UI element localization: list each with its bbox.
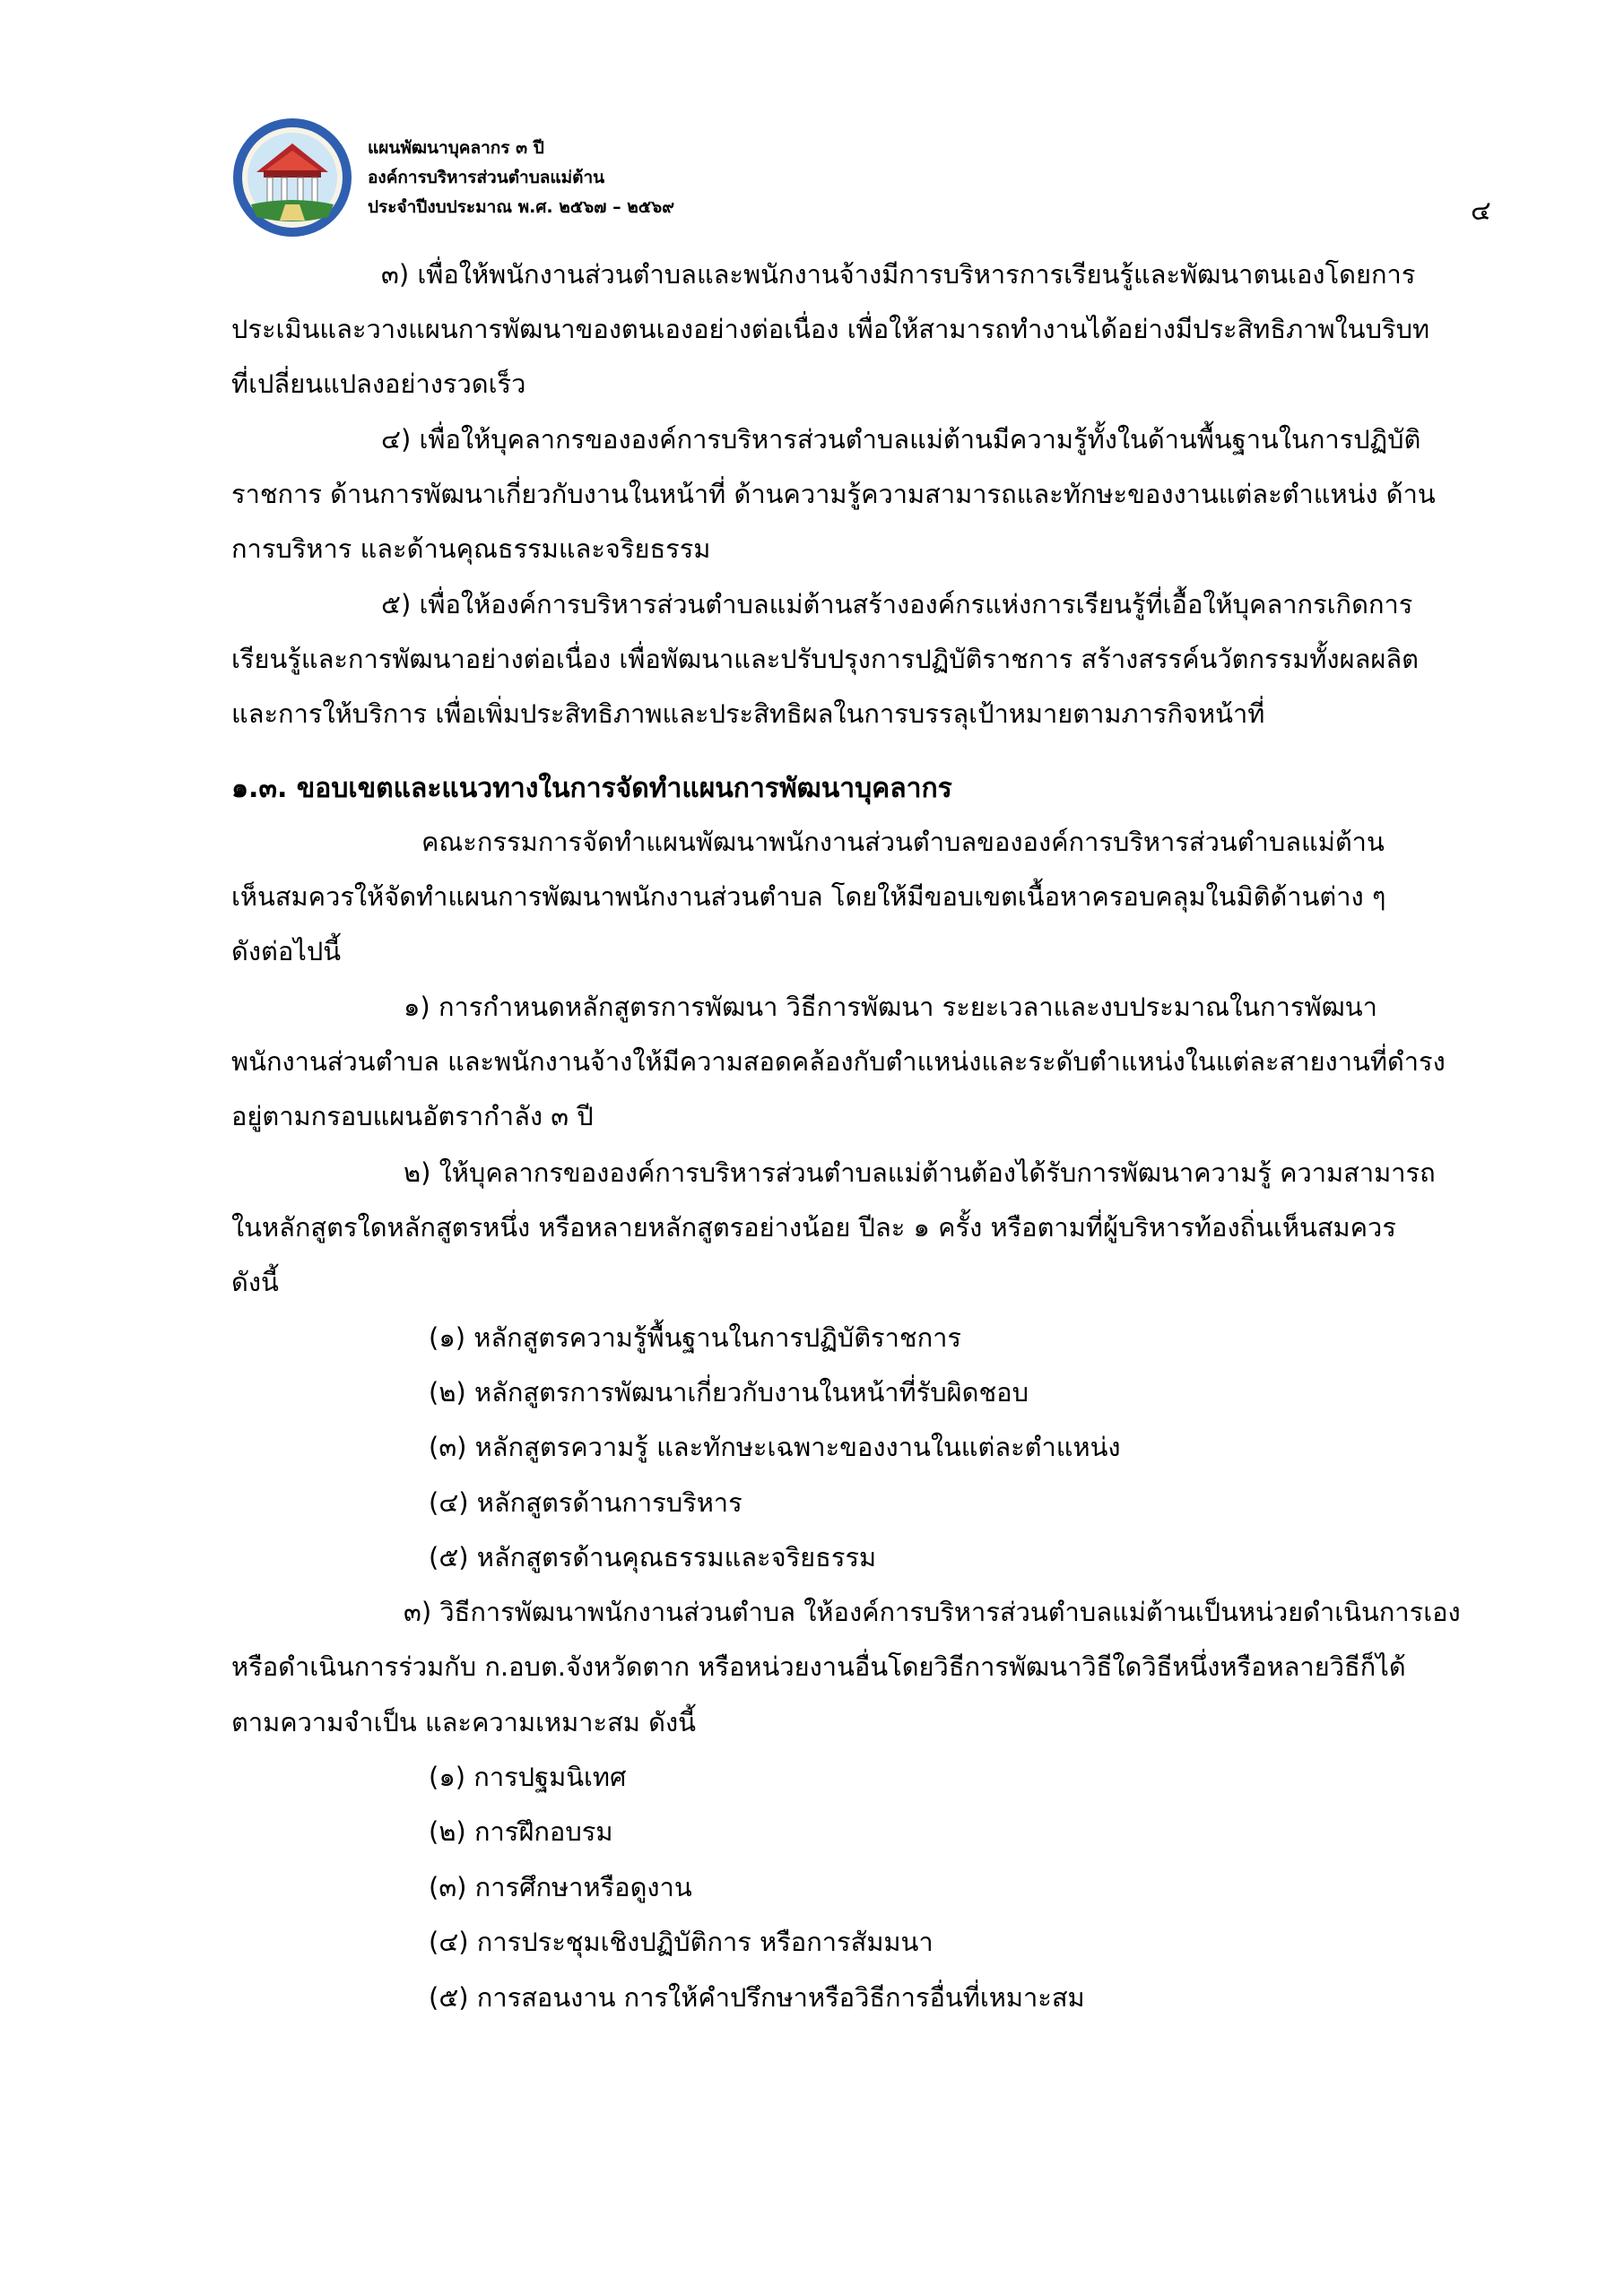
course-item: (๑) หลักสูตรความรู้พื้นฐานในการปฏิบัติราชการ	[429, 1322, 962, 1353]
fiscal-years: ประจำปีงบประมาณ พ.ศ. ๒๕๖๗ – ๒๕๖๙	[368, 197, 675, 217]
seal-logo-icon	[231, 117, 353, 238]
scope-1-line-2: พนักงานส่วนตำบล และพนักงานจ้างให้มีความสอดคล้องกับตำแหน่งและระดับตำแหน่งในแต่ละสายงานที่ดำรง	[231, 1046, 1446, 1077]
scope-2-line-1: ๒) ให้บุคลากรขององค์การบริหารส่วนตำบลแม่ต้านต้องได้รับการพัฒนาความรู้ ความสามารถ	[404, 1157, 1436, 1188]
objective-5-line-2: เรียนรู้และการพัฒนาอย่างต่อเนื่อง เพื่อพัฒนาและปรับปรุงการปฏิบัติราชการ สร้างสรรค์นวัตกรรมทั้งผลผลิต	[231, 644, 1419, 674]
intro-line-3: ดังต่อไปนี้	[231, 936, 342, 966]
intro-line-1: คณะกรรมการจัดทำแผนพัฒนาพนักงานส่วนตำบลขององค์การบริหารส่วนตำบลแม่ต้าน	[421, 827, 1385, 857]
method-item: (๒) การฝึกอบรม	[429, 1816, 613, 1847]
objective-5-line-1: ๕) เพื่อให้องค์การบริหารส่วนตำบลแม่ต้านสร้างองค์กรแห่งการเรียนรู้ที่เอื้อให้บุคลากรเกิดการ	[381, 589, 1413, 619]
objective-3-line-3: ที่เปลี่ยนแปลงอย่างรวดเร็ว	[231, 368, 526, 399]
objective-5-line-3: และการให้บริการ เพื่อเพิ่มประสิทธิภาพและประสิทธิผลในการบรรลุเป้าหมายตามภารกิจหน้าที่	[231, 698, 1265, 729]
section-heading: ๑.๓. ขอบเขตและแนวทางในการจัดทำแผนการพัฒนาบุคลากร	[231, 773, 952, 804]
scope-3-line-1: ๓) วิธีการพัฒนาพนักงานส่วนตำบล ให้องค์การบริหารส่วนตำบลแม่ต้านเป็นหน่วยดำเนินการเอง	[404, 1597, 1461, 1627]
intro-line-2: เห็นสมควรให้จัดทำแผนการพัฒนาพนักงานส่วนตำบล โดยให้มีขอบเขตเนื้อหาครอบคลุมในมิติด้านต่าง ๆ	[231, 881, 1386, 912]
method-item: (๓) การศึกษาหรือดูงาน	[429, 1872, 692, 1902]
page-number: ๔	[1471, 195, 1491, 227]
objective-4-line-1: ๔) เพื่อให้บุคลากรขององค์การบริหารส่วนตำบลแม่ต้านมีความรู้ทั้งในด้านพื้นฐานในการปฏิบัติ	[381, 424, 1421, 455]
course-item: (๒) หลักสูตรการพัฒนาเกี่ยวกับงานในหน้าที่รับผิดชอบ	[429, 1377, 1029, 1408]
method-item: (๑) การปฐมนิเทศ	[429, 1762, 627, 1792]
scope-1-line-1: ๑) การกำหนดหลักสูตรการพัฒนา วิธีการพัฒนา ระยะเวลาและงบประมาณในการพัฒนา	[404, 992, 1377, 1022]
course-item: (๕) หลักสูตรด้านคุณธรรมและจริยธรรม	[429, 1542, 877, 1573]
scope-2-line-2: ในหลักสูตรใดหลักสูตรหนึ่ง หรือหลายหลักสูตรอย่างน้อย ปีละ ๑ ครั้ง หรือตามที่ผู้บริหารท้องถิ่นเห็นสมควร	[231, 1212, 1396, 1243]
method-item: (๕) การสอนงาน การให้คำปรึกษาหรือวิธีการอื่นที่เหมาะสม	[429, 1982, 1085, 2013]
scope-1-line-3: อยู่ตามกรอบแผนอัตรากำลัง ๓ ปี	[231, 1101, 594, 1131]
objective-4-line-2: ราชการ ด้านการพัฒนาเกี่ยวกับงานในหน้าที่ ด้านความรู้ความสามารถและทักษะของงานแต่ละตำแหน่ง ด้าน	[231, 479, 1436, 509]
course-item: (๔) หลักสูตรด้านการบริหาร	[429, 1487, 743, 1518]
scope-3-line-3: ตามความจำเป็น และความเหมาะสม ดังนี้	[231, 1707, 696, 1737]
course-item: (๓) หลักสูตรความรู้ และทักษะเฉพาะของงานในแต่ละตำแหน่ง	[429, 1432, 1121, 1462]
plan-title: แผนพัฒนาบุคลากร ๓ ปี	[368, 138, 544, 158]
scope-3-line-2: หรือดำเนินการร่วมกับ ก.อบต.จังหวัดตาก หรือหน่วยงานอื่นโดยวิธีการพัฒนาวิธีใดวิธีหนึ่งหรือหลายวิธีก็ได้	[231, 1651, 1406, 1682]
objective-4-line-3: การบริหาร และด้านคุณธรรมและจริยธรรม	[231, 533, 711, 564]
scope-2-line-3: ดังนี้	[231, 1267, 279, 1297]
objective-3-line-1: ๓) เพื่อให้พนักงานส่วนตำบลและพนักงานจ้างมีการบริหารการเรียนรู้และพัฒนาตนเองโดยการ	[381, 259, 1416, 290]
org-name: องค์การบริหารส่วนตำบลแม่ต้าน	[368, 168, 605, 187]
method-item: (๔) การประชุมเชิงปฏิบัติการ หรือการสัมมนา	[429, 1927, 934, 1957]
objective-3-line-2: ประเมินและวางแผนการพัฒนาของตนเองอย่างต่อเนื่อง เพื่อให้สามารถทำงานได้อย่างมีประสิทธิภาพในบริบท	[231, 314, 1430, 344]
